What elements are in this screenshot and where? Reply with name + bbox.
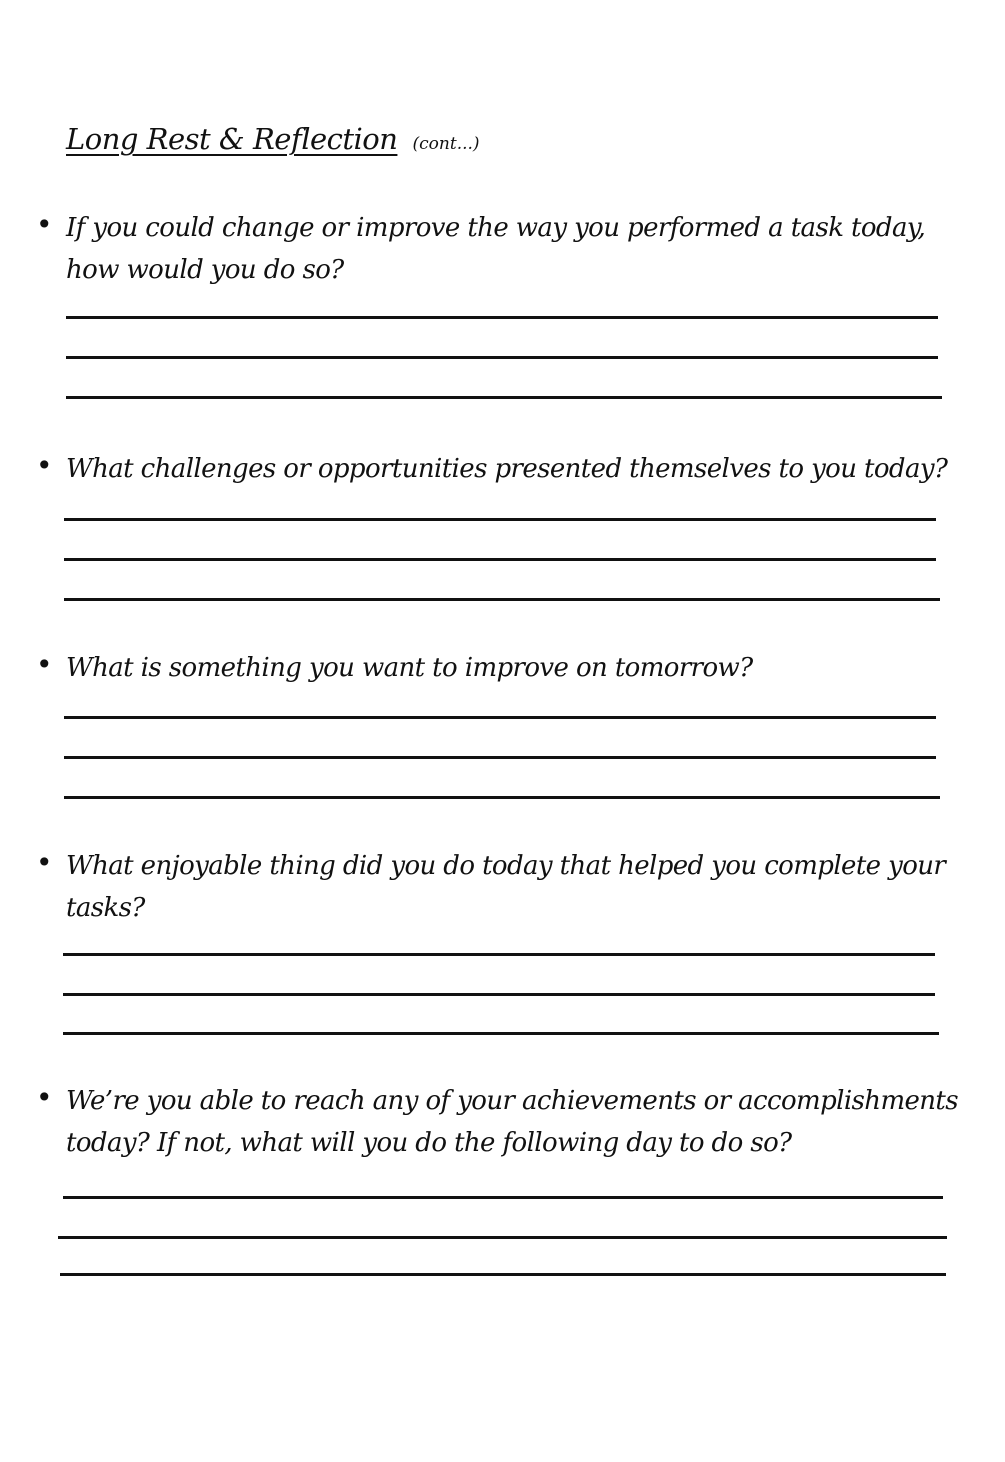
answer-line[interactable] [64,518,936,521]
bullet-icon: • [36,648,53,681]
answer-line[interactable] [63,953,935,956]
answer-line[interactable] [63,1032,939,1035]
answer-line[interactable] [64,558,936,561]
bullet-icon: • [36,1081,53,1114]
question-text: What challenges or opportunities presented themselves to you today? [66,454,948,484]
page-title: Long Rest & Reflection [66,122,398,156]
bullet-icon: • [36,208,53,241]
answer-line[interactable] [64,796,940,799]
answer-line[interactable] [63,993,935,996]
question-text: We’re you able to reach any of your achievements or accomplishments today? If not, what will you do the following day to do so? [66,1086,959,1158]
page-heading [66,122,480,156]
answer-line[interactable] [66,356,938,359]
answer-line[interactable] [58,1236,947,1239]
answer-line[interactable] [64,756,936,759]
bullet-icon: • [36,449,53,482]
answer-line[interactable] [63,1196,943,1199]
answer-line[interactable] [66,316,938,319]
bullet-icon: • [36,846,53,879]
question-text: If you could change or improve the way you performed a task today, how would you do so? [66,213,926,285]
answer-line[interactable] [64,716,936,719]
question-text: What enjoyable thing did you do today that helped you complete your tasks? [66,851,946,923]
answer-line[interactable] [66,396,942,399]
answer-line[interactable] [60,1273,946,1276]
question-text: What is something you want to improve on tomorrow? [66,653,753,683]
answer-line[interactable] [64,598,940,601]
page-subtitle: (cont...) [412,134,480,154]
